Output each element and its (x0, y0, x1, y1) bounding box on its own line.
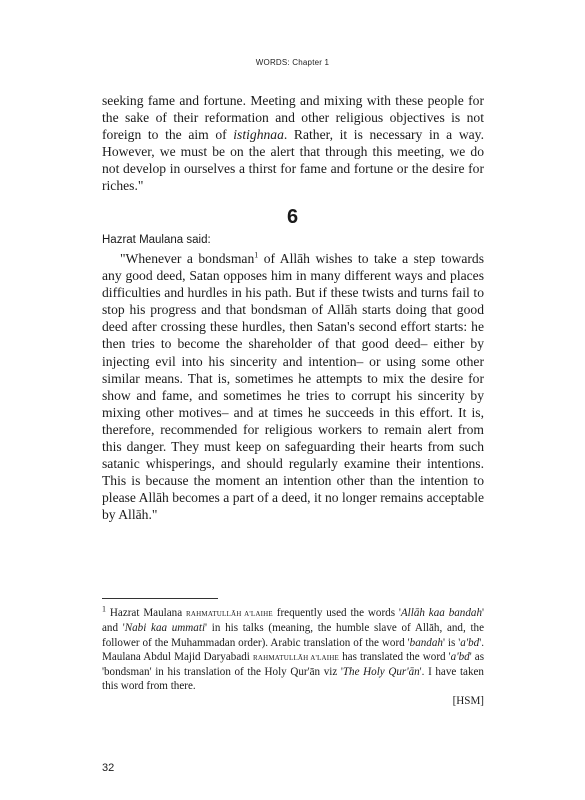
section-number: 6 (286, 206, 299, 228)
footnote-text: ' as 'bondsman' in his translation of the Holy Qur'ān viz ' (102, 650, 485, 679)
honorific: RAHMATULLĀH A'LAIHE (186, 610, 273, 618)
footnote-italic: Nabi kaa ummati (124, 622, 206, 635)
section-paragraph (102, 250, 484, 524)
footnote-marker: 1 (102, 604, 106, 614)
footnote-text: ' in his talks (meaning, the humble slave of Allāh, and, the follower of the Muhammadan order). Arabic translation of the word ' (102, 622, 485, 649)
footnote-italic: a'bd (450, 650, 470, 663)
footnote-text: ' and ' (102, 607, 484, 635)
page-number: 32 (102, 762, 115, 774)
speaker-line: Hazrat Maulana said: (102, 234, 211, 246)
paragraph-text-a: seeking fame and fortune. Meeting and mixing with these people for the sake of their reformation and other religious objectives is not foreign to the aim of (102, 93, 484, 143)
paragraph-continued (102, 92, 484, 195)
footnote-italic: bandah (409, 636, 443, 649)
footnote-text: '. I have taken this word from there. (102, 666, 484, 693)
footnote-text: Hazrat Maulana (106, 607, 187, 619)
footnote-italic: Allāh kaa bandah (400, 607, 482, 619)
footnote (102, 606, 484, 708)
section-text-a: "Whenever a bondsman (120, 251, 255, 266)
footnote-text: ' is ' (442, 636, 461, 649)
italic-term: istighnaa (233, 127, 284, 143)
section-text-b: of Allāh wishes to take a step towards any good deed, Satan opposes him in many different ways and places difficulties and hurdles in his path. But if these twists and turns fail to stop his progress and that bondsman of Allāh starts doing that good deed after crossing these hurdles, then Satan's second effort starts: he then tries to become the shareholder of that good deed– either by injecting evil into his sincerity and intention– or using some other similar means. That is, sometimes he attempts to mix the desire for show and fame, and sometimes he tries to corrupt his sincerity by mixing other motives– and at times he succeeds in this effort. It is, therefore, recommended for religious workers to remain alert from this danger. They must keep on safeguarding their hearts from such satanic whisperings, and should regularly examine their intentions. This is because the moment an intention other than the intention to please Allāh becomes a part of a deed, it no longer remains acceptable by Allāh." (102, 251, 484, 523)
footnote-signature: [HSM] (452, 694, 484, 707)
footnote-reference[interactable]: 1 (254, 250, 259, 260)
footnote-italic: The Holy Qur'ān (342, 666, 420, 679)
footnote-italic: a'bd (460, 636, 480, 649)
footnote-text: frequently used the words ' (272, 607, 401, 619)
footnote-text: '. Maulana Abdul Majid Daryabadi (102, 636, 484, 663)
running-head: WORDS: Chapter 1 (255, 58, 330, 67)
honorific: RAHMATULLĀH A'LAIHE (252, 653, 340, 662)
footnote-text: has translated the word ' (339, 650, 451, 663)
footnote-divider (102, 598, 218, 599)
paragraph-text-b: . Rather, it is necessary in a way. However, we must be on the alert that through this meeting, we do not develop in ourselves a thirst for fame and fortune or the desire for riches." (102, 127, 484, 194)
